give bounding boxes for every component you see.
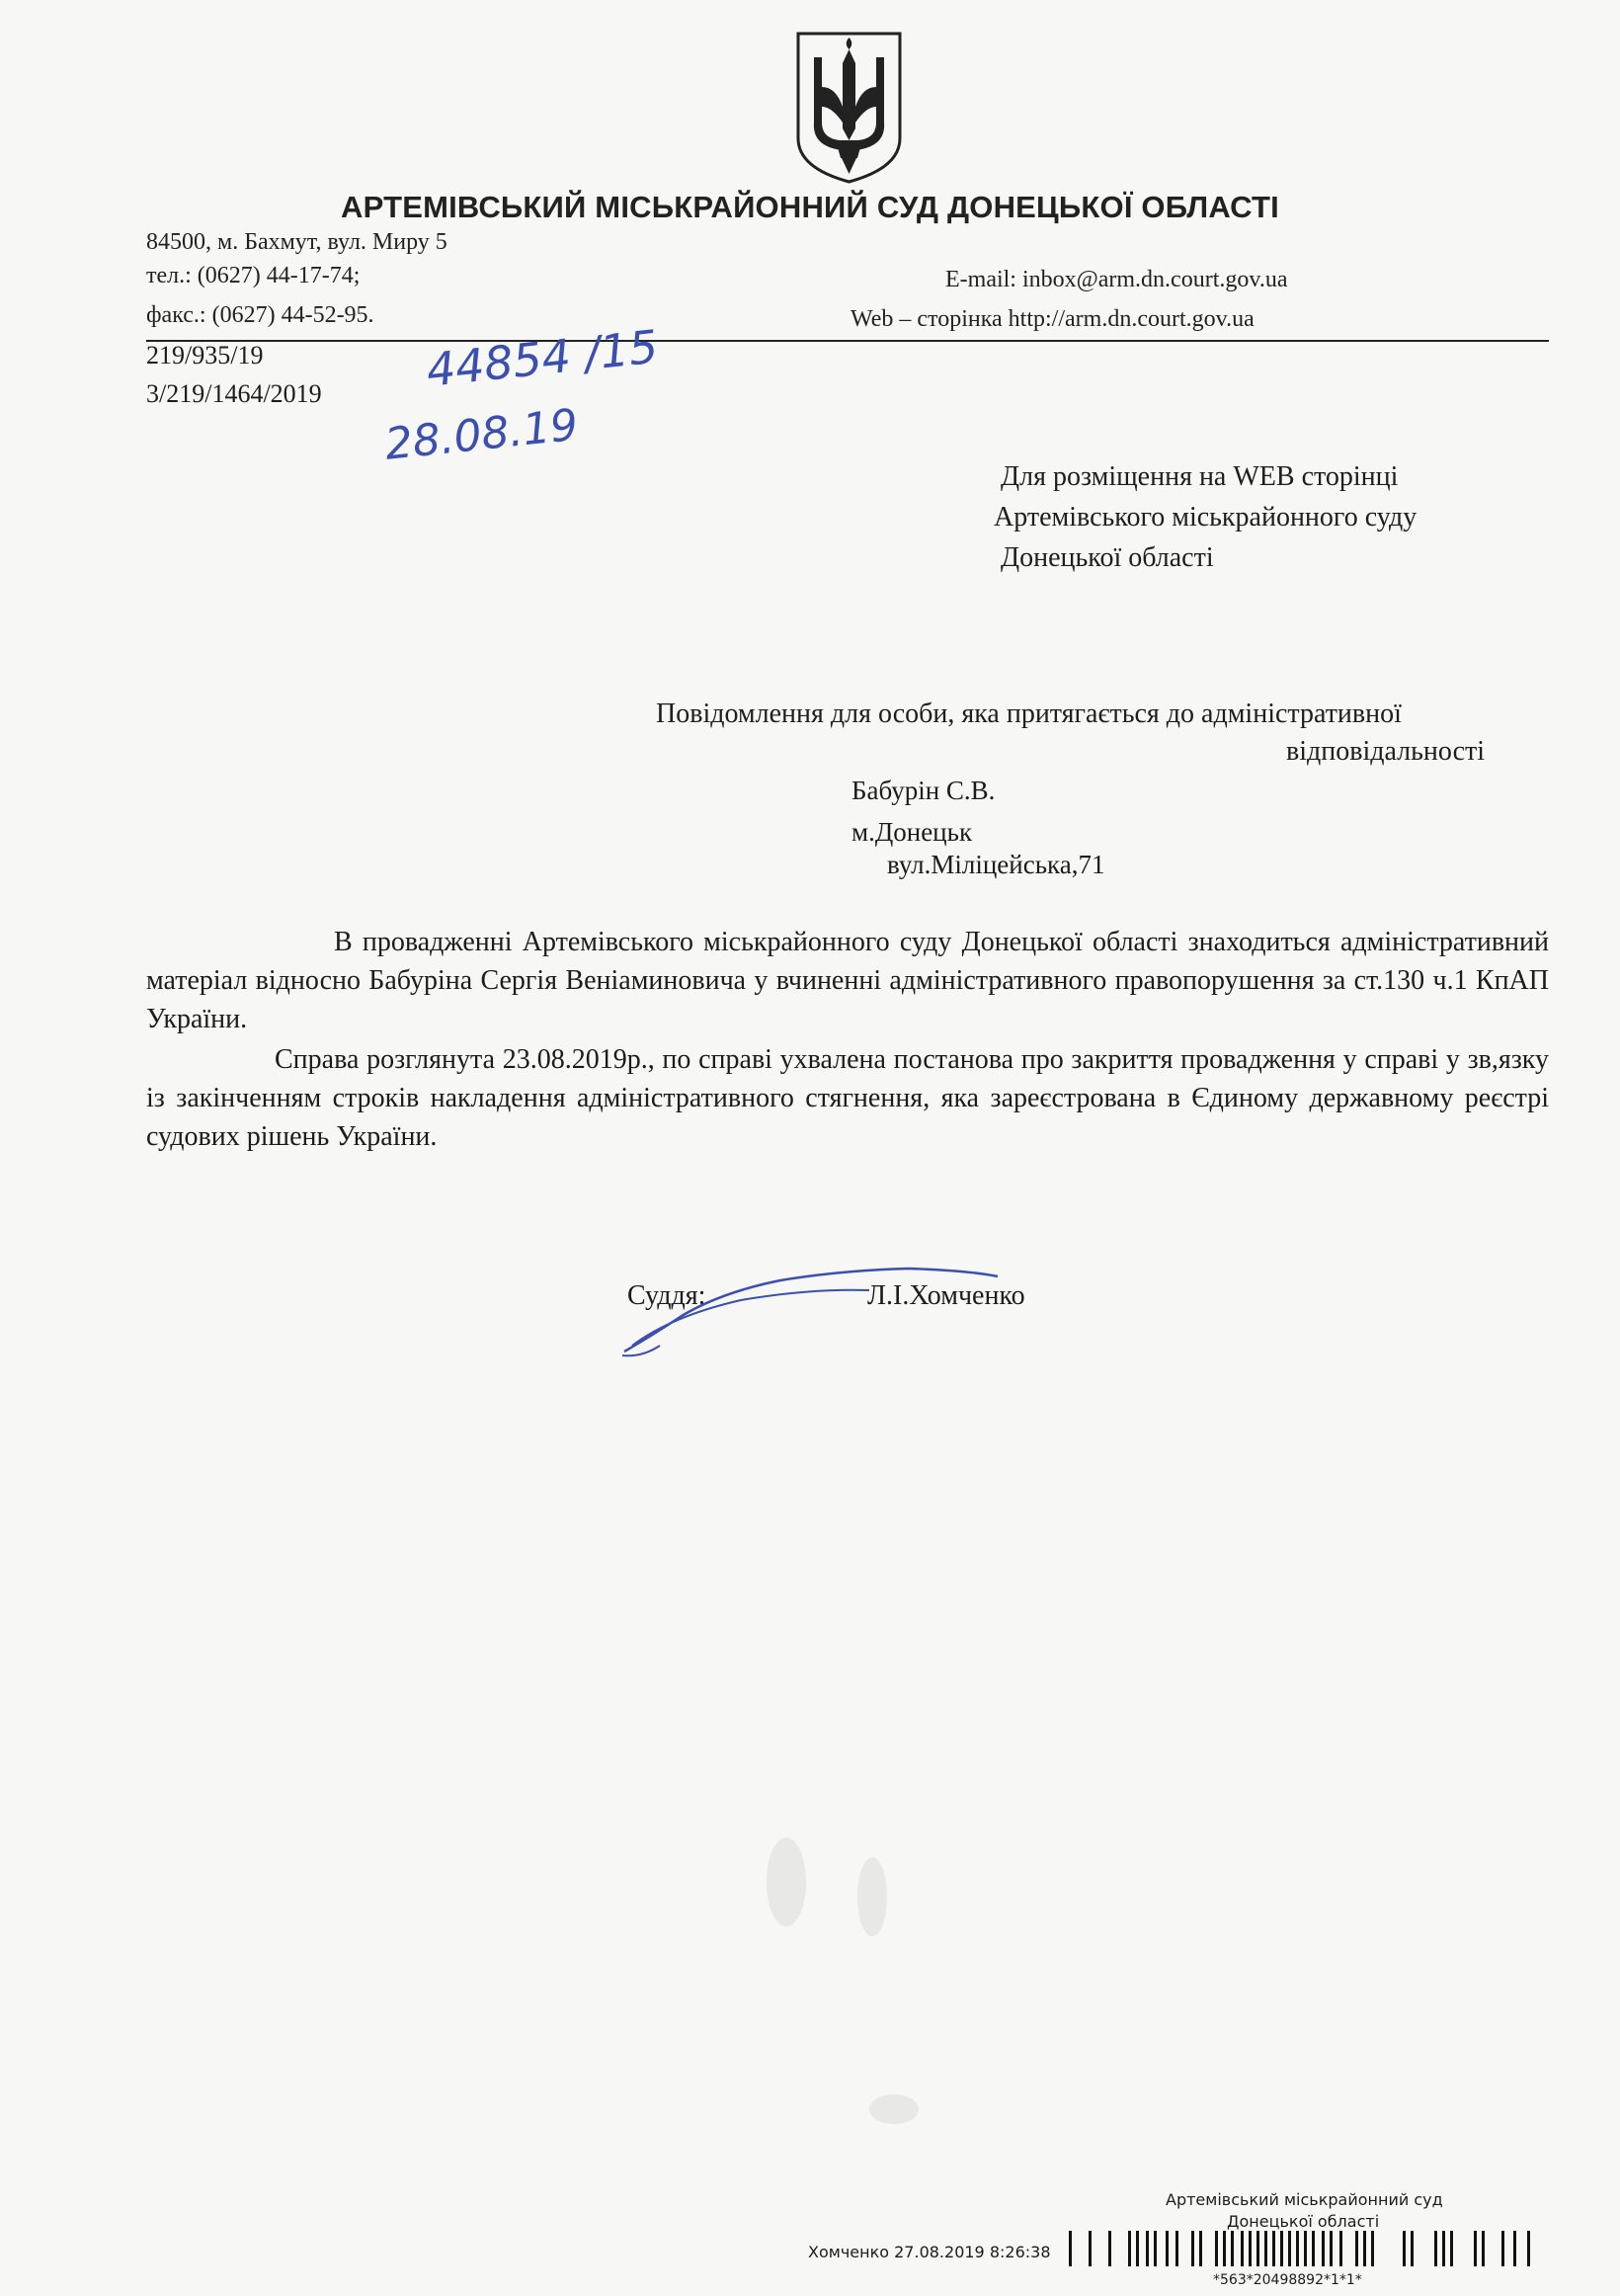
proceeding-number: 3/219/1464/2019 — [146, 379, 322, 408]
court-name-heading: АРТЕМІВСЬКИЙ МІСЬКРАЙОННИЙ СУД ДОНЕЦЬКОЇ ОБЛАСТІ — [341, 190, 1279, 224]
court-website: Web – сторінка http://arm.dn.court.gov.ua — [850, 306, 1255, 332]
addressee-street: вул.Міліцейська,71 — [887, 850, 1105, 879]
court-fax: факс.: (0627) 44-52-95. — [146, 302, 374, 328]
recipient-line-2: Артемівського міськрайонного суду — [994, 502, 1418, 533]
stamp-court-name: Артемівський міськрайонний суд — [1166, 2190, 1443, 2209]
header-divider — [146, 340, 1549, 342]
scan-smudge — [857, 1857, 887, 1936]
case-number: 219/935/19 — [146, 341, 264, 369]
body-paragraph-1: В провадженні Артемівського міськрайонного суду Донецької області знаходиться адміністративний матеріал відносно Бабуріна Сергія Веніаминовича у вчиненні адміністративного правопорушення за ст.130 ч.1 КпАП України. — [146, 927, 1549, 1034]
judge-label: Суддя: — [627, 1280, 706, 1311]
notice-title-line-2: відповідальності — [1286, 736, 1486, 767]
addressee-city: м.Донецьк — [851, 817, 973, 847]
scan-smudge — [767, 1838, 806, 1927]
judge-signature-icon — [612, 1247, 1008, 1365]
court-address: 84500, м. Бахмут, вул. Миру 5 — [146, 229, 447, 255]
stamp-court-region: Донецької області — [1227, 2212, 1380, 2231]
barcode-number: *563*20498892*1*1* — [1213, 2272, 1362, 2288]
judge-name: Л.І.Хомченко — [867, 1280, 1025, 1311]
document-barcode-icon — [1067, 2227, 1547, 2270]
body-paragraph-2: Справа розглянута 23.08.2019р., по справі ухвалена постанова про закриття провадження у справі у зв,язку із закінченням строків накладення адміністративного стягнення, яка зареєстрована в Єдиному державному реєстрі судових рішень України. — [146, 1044, 1549, 1152]
court-phone: тел.: (0627) 44-17-74; — [146, 263, 361, 288]
scan-smudge — [869, 2094, 919, 2124]
recipient-line-1: Для розміщення на WEB сторінці — [1001, 461, 1399, 492]
ukraine-trident-emblem-icon — [792, 28, 906, 186]
court-email: E-mail: inbox@arm.dn.court.gov.ua — [945, 267, 1288, 292]
addressee-name: Бабурін С.В. — [851, 776, 996, 805]
handwritten-incoming-number: 44854 /15 — [424, 319, 661, 397]
recipient-line-3: Донецької області — [1001, 542, 1214, 573]
stamp-signer-timestamp: Хомченко 27.08.2019 8:26:38 — [808, 2243, 1051, 2261]
notice-title-line-1: Повідомлення для особи, яка притягається до адміністративної — [656, 698, 1402, 729]
handwritten-date: 28.08.19 — [382, 399, 581, 470]
